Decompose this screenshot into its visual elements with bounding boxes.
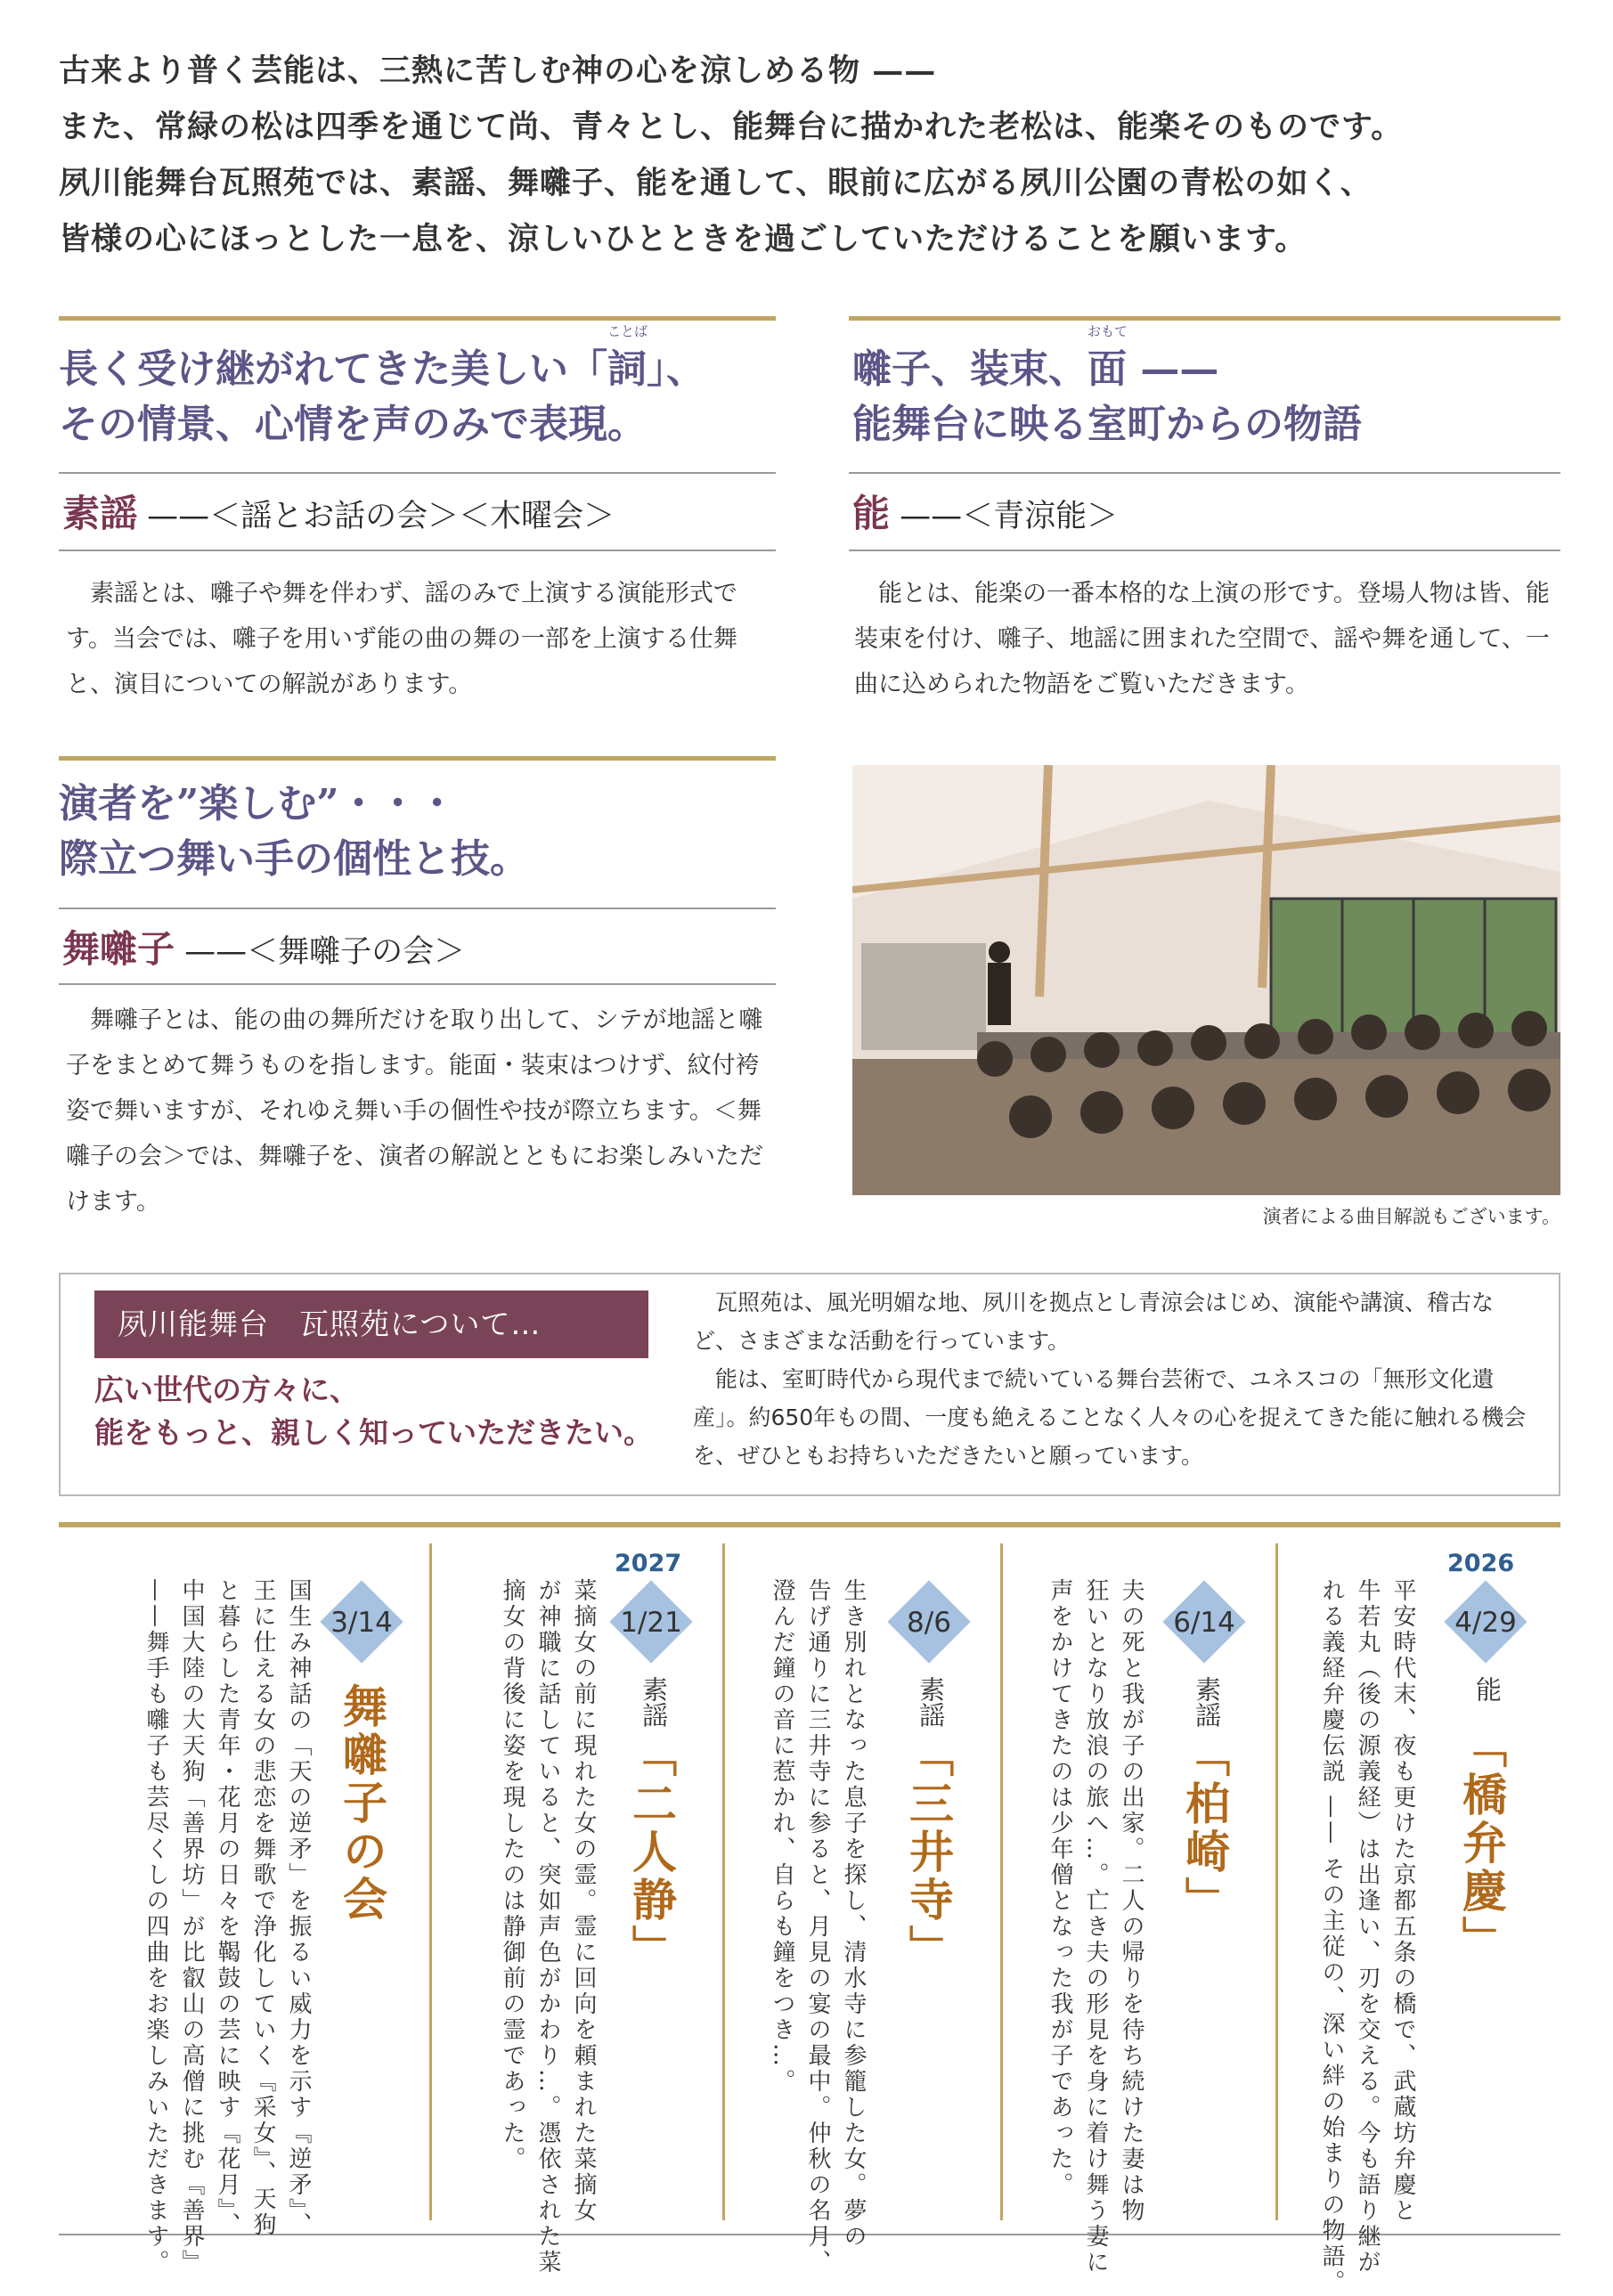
event-date: 6/14 bbox=[1173, 1607, 1235, 1639]
intro-line: 古来より普く芸能は、三熱に苦しむ神の心を涼しめる物 —— bbox=[59, 53, 937, 89]
schedule-top-rule bbox=[59, 1522, 1560, 1527]
maibayashi-subtitle: 舞囃子 ——＜舞囃子の会＞ bbox=[62, 927, 466, 971]
noh-subtitle: 能 ——＜青涼能＞ bbox=[852, 492, 1119, 535]
event-date: 3/14 bbox=[330, 1607, 393, 1639]
schedule-divider bbox=[429, 1543, 432, 2220]
noh-headline-1: 囃子、装束、 おもて 面 —— bbox=[852, 323, 1219, 392]
section-divider bbox=[849, 316, 1560, 321]
intro-line: 皆様の心にほっとした一息を、涼しいひとときを過ごしていただけることを願います。 bbox=[59, 221, 1308, 257]
about-catch-line: 広い世代の方々に、 bbox=[94, 1372, 359, 1407]
event-description: 夫の死と我が子の出家。二人の帰りを待ち続けた妻は物 狂いとなり放浪の旅へ…。亡き夫の形見を身に着け舞う妻に 声をかけてきたのは少年僧となった我が子であった。 bbox=[1047, 1578, 1145, 2276]
lecture-hall-illustration bbox=[852, 765, 1560, 1195]
intro-line: 夙川能舞台瓦照苑では、素謡、舞囃子、能を通して、眼前に広がる夙川公園の青松の如く、 bbox=[59, 165, 1373, 201]
section-rule bbox=[849, 550, 1560, 551]
event-title: 「三井寺」 bbox=[902, 1732, 955, 1973]
event-title: 舞囃子の会 bbox=[336, 1683, 388, 1924]
event-year: 2026 bbox=[1447, 1550, 1515, 1577]
schedule-divider bbox=[722, 1543, 725, 2220]
event-title: 「柏崎」 bbox=[1178, 1732, 1231, 1925]
section-rule bbox=[849, 472, 1560, 474]
noh-headline-2: 能舞台に映る室町からの物語 bbox=[852, 402, 1362, 447]
about-title: 夙川能舞台 瓦照苑について… bbox=[94, 1290, 648, 1358]
maibayashi-headline-2: 際立つ舞い手の個性と技。 bbox=[59, 836, 529, 882]
event-title: 「橋弁慶」 bbox=[1455, 1723, 1508, 1964]
event-description: 生き別れとなった息子を探し、清水寺に参籠した女。夢の 告げ通りに三井寺に参ると、月見の宴の最中。仲秋の名月、 澄んだ鐘の音に惹かれ、自らも鐘をつき…。 bbox=[769, 1578, 867, 2276]
event-category: 素謡 bbox=[916, 1676, 946, 1728]
event-category: 素謡 bbox=[639, 1676, 669, 1728]
event-date: 4/29 bbox=[1454, 1607, 1517, 1639]
event-description: 平安時代末、夜も更けた京都五条の橋で、武蔵坊弁慶と 牛若丸（後の源義経）は出逢い、刃を交える。今も語り継が れる義経弁慶伝説 —— その主従の、深い絆の始まりの物語。 bbox=[1318, 1578, 1416, 2296]
suutai-headline-2: その情景、心情を声のみで表現。 bbox=[59, 402, 647, 447]
schedule-divider bbox=[1275, 1543, 1278, 2220]
intro-line: また、常緑の松は四季を通じて尚、青々とし、能舞台に描かれた老松は、能楽そのものです。 bbox=[59, 109, 1404, 145]
suutai-description: 素謡とは、囃子や舞を伴わず、謡のみで上演する演能形式です。当会では、囃子を用いず能の曲の舞の一部を上演する仕舞と、演目についての解説があります。 bbox=[66, 580, 737, 698]
about-catchphrase bbox=[94, 1369, 653, 1454]
section-rule bbox=[59, 472, 776, 474]
section-divider bbox=[59, 756, 776, 761]
about-paragraph: 瓦照苑は、風光明媚な地、夙川を拠点とし青涼会はじめ、演能や講演、稽古など、さまざまな活動を行っています。 bbox=[693, 1290, 1495, 1354]
about-paragraph: 能は、室町時代から現代まで続いている舞台芸術で、ユネスコの「無形文化遺産」。約650年もの間、一度も絶えることなく人々の心を捉えてきた能に触れる機会を、ぜひともお持ちいただきたいと願っています。 bbox=[693, 1366, 1527, 1469]
about-catch-line: 能をもっと、親しく知っていただきたい。 bbox=[94, 1415, 653, 1450]
maibayashi-headline-1: 演者を”楽しむ”・・・ bbox=[59, 781, 457, 826]
section-rule bbox=[59, 550, 776, 551]
about-description bbox=[693, 1283, 1530, 1475]
section-divider bbox=[59, 316, 776, 321]
lecture-hall-photo bbox=[852, 765, 1560, 1195]
event-category: 能 bbox=[1472, 1676, 1503, 1702]
suutai-subtitle: 素謡 ——＜謡とお話の会＞＜木曜会＞ bbox=[62, 492, 615, 535]
event-category: 素謡 bbox=[1192, 1676, 1222, 1728]
event-description: 国生み神話の「天の逆矛」を振るい威力を示す『逆矛』、 王に仕える女の悲恋を舞歌で浄化していく『采女』、天狗 と暮らした青年・花月の日々を鞨鼓の芸に映す『花月』、 中国大陸の大天狗「善界坊」が比叡山の高僧に挑む『善界』 ——舞手も囃子も芸尽くしの四曲をお楽しみいただきます。 bbox=[143, 1578, 312, 2276]
event-year: 2027 bbox=[615, 1550, 682, 1577]
maibayashi-description: 舞囃子とは、能の曲の舞所だけを取り出して、シテが地謡と囃子をまとめて舞うものを指します。能面・装束はつけず、紋付袴姿で舞いますが、それゆえ舞い手の個性や技が際立ちます。＜舞囃子の会＞では、舞囃子を、演者の解説とともにお楽しみいただけます。 bbox=[66, 1006, 763, 1216]
section-rule bbox=[59, 908, 776, 909]
intro-text bbox=[59, 43, 1573, 267]
noh-description: 能とは、能楽の一番本格的な上演の形です。登場人物は皆、能装束を付け、囃子、地謡に囲まれた空間で、謡や舞を通して、一曲に込められた物語をご覧いただきます。 bbox=[854, 580, 1550, 698]
event-title: 「二人静」 bbox=[625, 1732, 678, 1973]
suutai-headline-1: 長く受け継がれてきた美しい「 ことば 詞」、 bbox=[59, 323, 705, 392]
event-date: 1/21 bbox=[620, 1607, 682, 1639]
schedule-divider bbox=[1000, 1543, 1003, 2220]
event-description: 菜摘女の前に現れた女の霊。霊に回向を頼まれた菜摘女 が神職に話していると、突如声色がかわり…。憑依された菜 摘女の背後に姿を現したのは静御前の霊であった。 bbox=[499, 1578, 597, 2276]
section-rule bbox=[59, 983, 776, 985]
photo-caption: 演者による曲目解説もございます。 bbox=[1262, 1206, 1560, 1227]
event-date: 8/6 bbox=[907, 1607, 951, 1639]
